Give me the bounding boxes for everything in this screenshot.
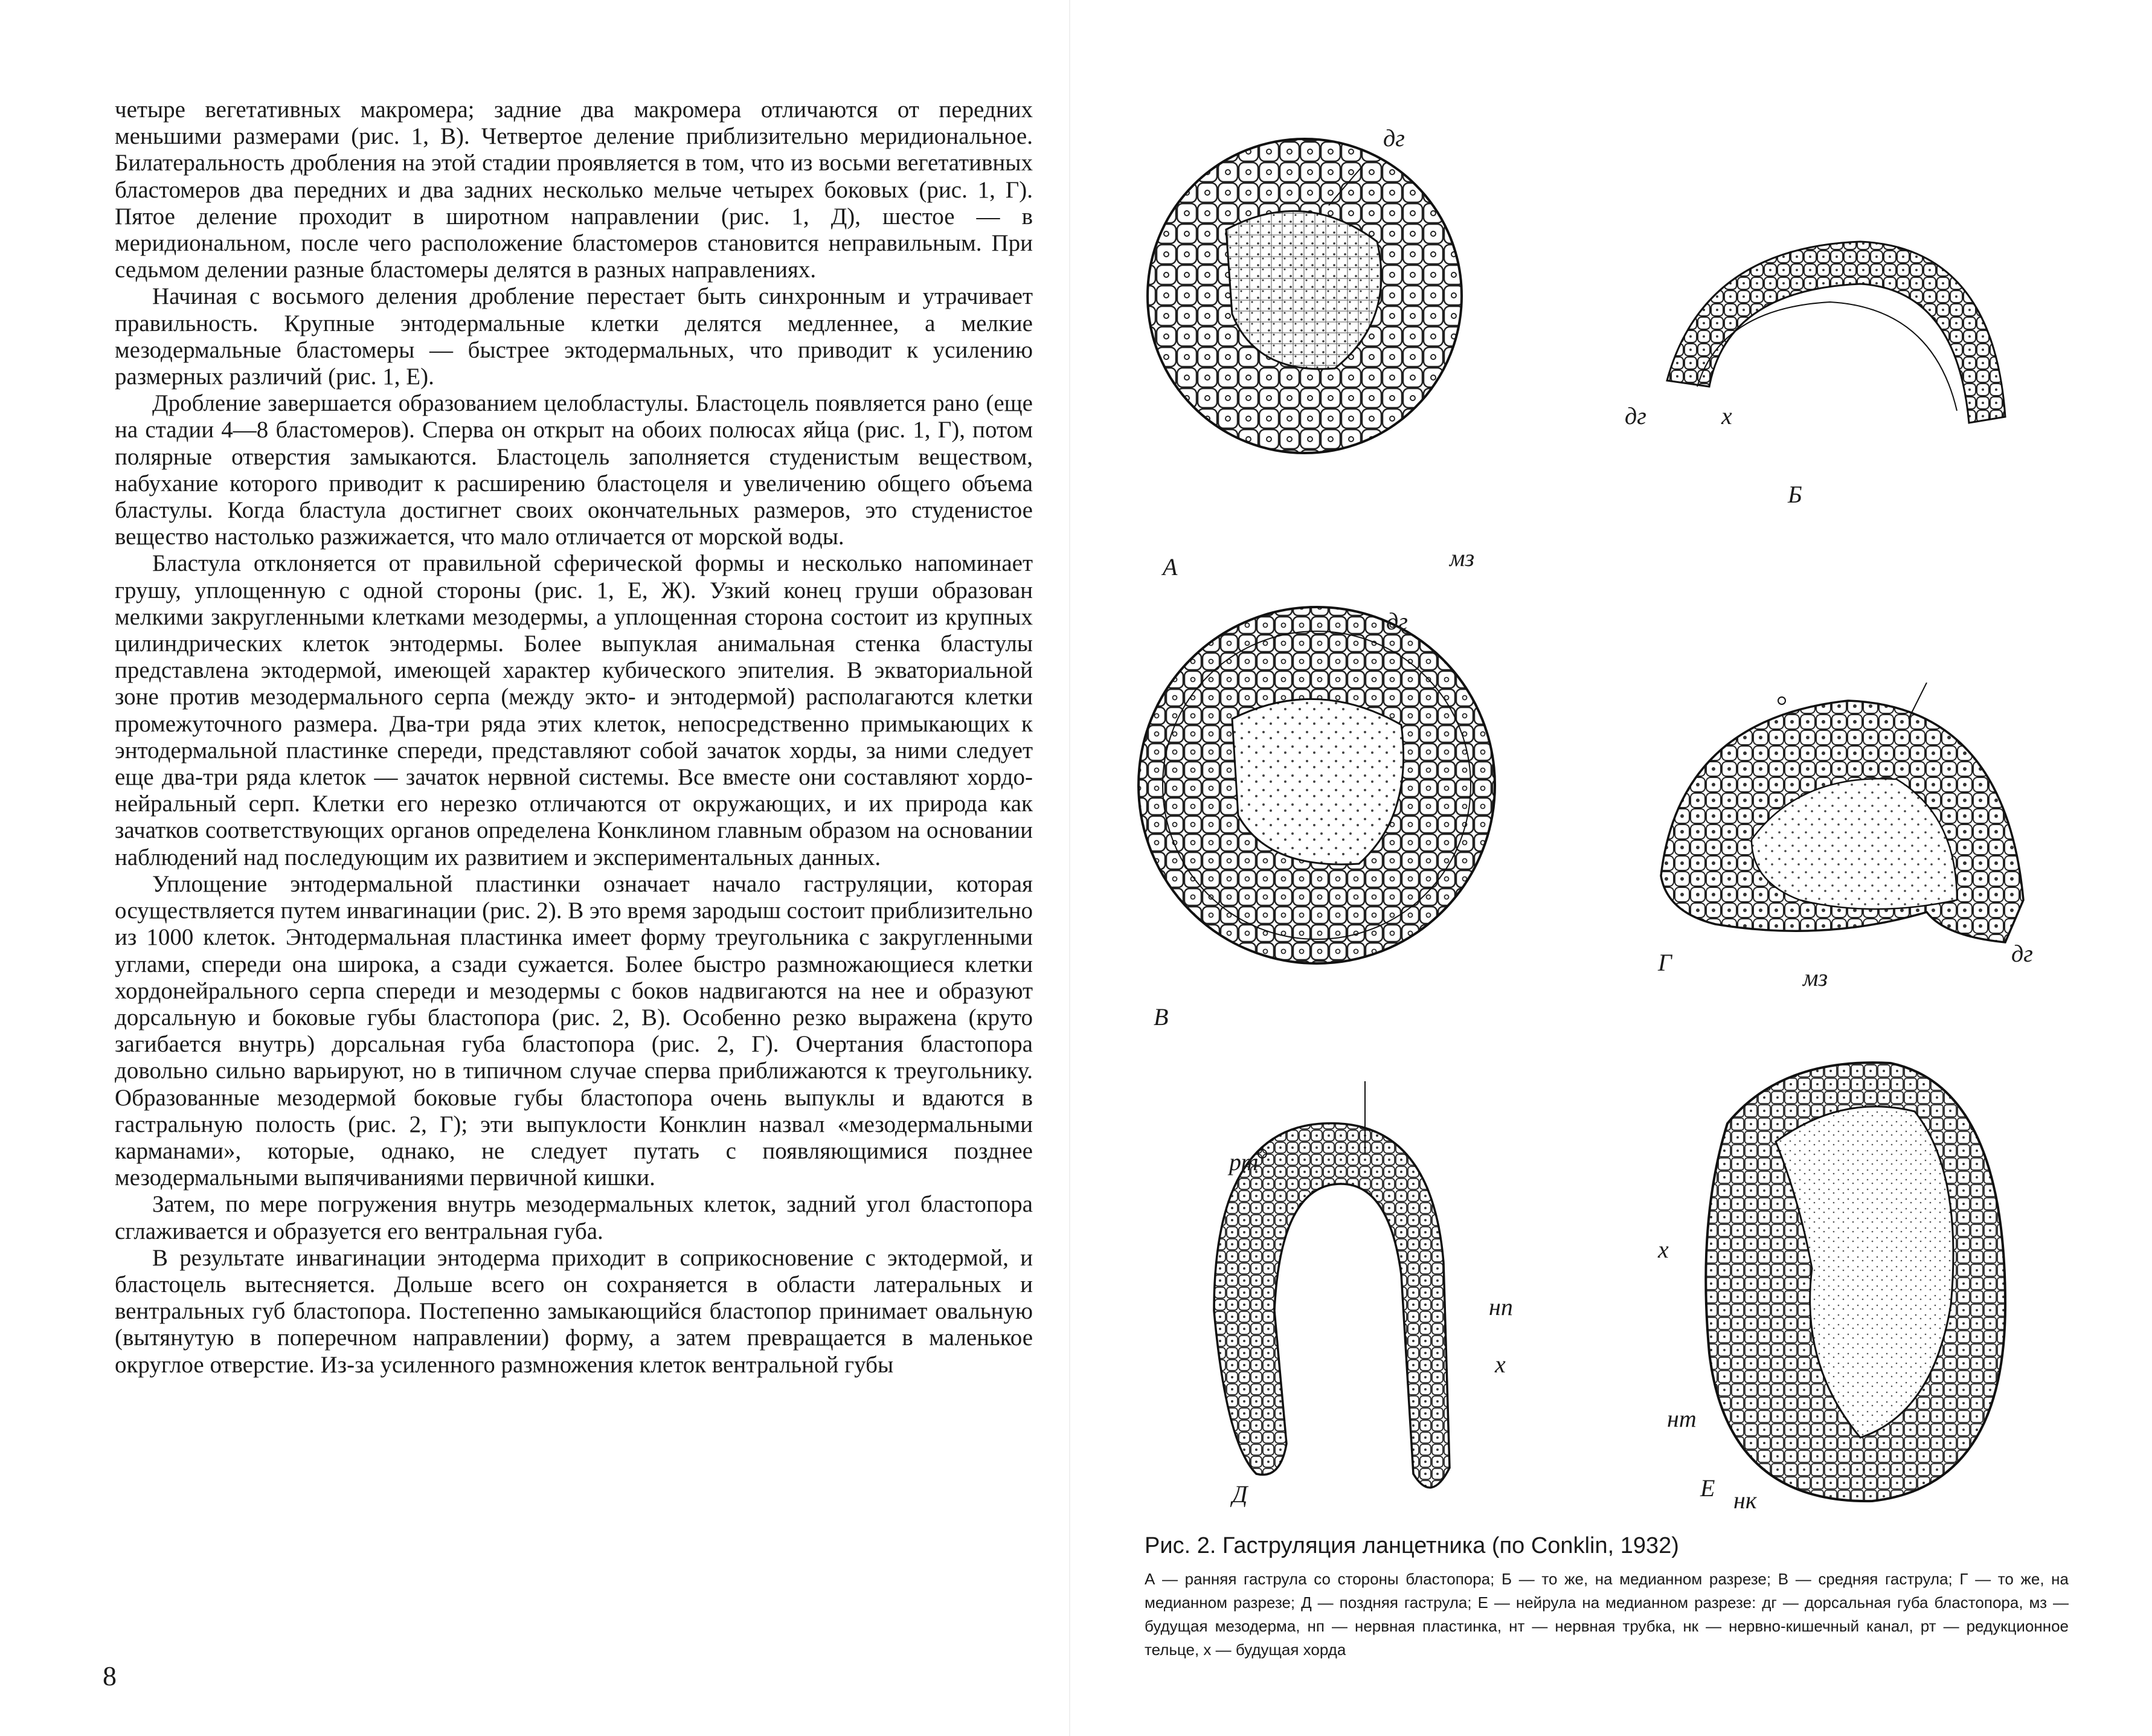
paragraph: Затем, по мере погружения внутрь мезодермальных клеток, задний угол бластопора сглаживается и образуется его вентральная губа. [115,1191,1033,1244]
gutter [1069,0,1070,1736]
fig-label: дг [1386,608,1408,635]
paragraph: Дробление завершается образованием целобластулы. Бластоцель появляется рано (еще на стадии 4—8 бластомеров). Сперва он открыт на обоих полюсах яйца (рис. 1, Г), потом полярные отверстия замыкаются. Бластоцель заполняется студенистым веществом, набухание которого приводит к расширению бластоцеля и увеличению общего объема бластулы. Когда бластула достигнет своих окончательных размеров, это студенистое вещество настолько разжижается, что мало отличается от морской воды. [115,390,1033,550]
page-number: 8 [103,1660,117,1691]
fig-label: х [1721,402,1732,429]
paragraph: В результате инвагинации энтодерма приходит в соприкосновение с эктодермой, и бластоцель вытесняется. Дольше всего он сохраняется в области латеральных и вентральных губ бластопора. Постепенно замыкающийся бластопор принимает овальную (вытянутую в поперечном направлении) форму, а затем превращается в маленькое округлое отверстие. Из-за усиленного размножения клеток вентральной губы [115,1244,1033,1378]
fig-label: рт [1229,1148,1259,1175]
fig-label: дг [1383,124,1405,152]
paragraph: Бластула отклоняется от правильной сферической формы и несколько напоминает грушу, уплощенную с одной стороны (рис. 1, Е, Ж). Узкий конец груши образован мелкими закругленными клетками мезодермы, а уплощенная сторона состоит из крупных цилиндрических клеток энтодермы. Более выпуклая анимальная стенка бластулы представлена эктодермой, имеющей характер кубического эпителия. В экваториальной зоне против мезодермального серпа (между экто- и энтодермой) располагаются клетки промежуточного размера. Два-три ряда этих клеток, непосредственно примыкающих к энтодермальной пластинке спереди, представляют собой зачаток хорды, за ними следует еще два-три ряда клеток — зачаток нервной системы. Все вместе они составляют хордо-нейральный серп. Клетки его нерезко отличаются от окружающих, и их природа как зачатков соответствующих органов определена Конклином главным образом на основании наблюдений над последующим их развитием и экспериментальных данных. [115,550,1033,870]
paragraph: четыре вегетативных макромера; задние два макромера отличаются от передних меньшими размерами (рис. 1, В). Четвертое деление приблизительно меридиональное. Билатеральность дробления на этой стадии проявляется в том, что из восьми вегетативных бластомеров два передних и два задних несколько мельче четырех боковых (рис. 1, Г). Пятое деление проходит в широтном направлении (рис. 1, Д), шестое — в меридиональном, после чего расположение бластомеров становится неправильным. При седьмом делении разные бластомеры делятся в разных направлениях. [115,97,1033,283]
fig-label: Г [1658,949,1672,976]
caption-title: Рис. 2. Гаструляция ланцетника (по Conklin, 1932) [1145,1533,1679,1558]
fig-label: мз [1803,964,1828,991]
fig-label: В [1154,1003,1169,1030]
fig-label: мз [1450,544,1475,571]
fig-label: дг [1625,402,1646,429]
fig-label: х [1658,1236,1669,1263]
fig-label: Б [1788,481,1802,508]
fig-label: х [1495,1351,1506,1378]
figure-v-middle-gastrula [1129,598,1504,972]
figure-d-late-gastrula [1202,1081,1480,1516]
figure-e-neurula [1691,1051,2017,1510]
left-page-text [115,97,1033,1378]
fig-label: нк [1733,1487,1757,1514]
fig-label: дг [2011,940,2033,967]
paragraph: Уплощение энтодермальной пластинки означает начало гаструляции, которая осуществляется путем инвагинации (рис. 2). В это время зародыш состоит приблизительно из 1000 клеток. Энтодермальная пластинка имеет форму треугольника с закругленными углами, спереди она широка, а сзади сужается. Более быстро размножающиеся клетки хордонейрального серпа спереди и мезодермы с боков надвигаются на нее и образуют дорсальную и боковые губы бластопора (рис. 2, В). Особенно резко выражена (круто загибается внутрь) дорсальная губа бластопора (рис. 2, Г). Очертания бластопора довольно сильно варьируют, но в типичном случае сперва приближаются к треугольнику. Образованные мезодермой боковые губы бластопора очень выпуклы и вдаются в гастральную полость (рис. 2, Г); эти выпуклости Конклин назвал «мезодермальными карманами», которые, однако, не следует путать с появляющимися позднее мезодермальными выпячиваниями первичной кишки. [115,870,1033,1191]
fig-label: Е [1700,1474,1715,1502]
fig-label: нт [1667,1405,1697,1432]
fig-label: нп [1489,1293,1513,1320]
caption-text: А — ранняя гаструла со стороны бластопора; Б — то же, на медианном разрезе; В — средняя гаструла; Г — то же, на медианном разрезе; Д — поздняя гаструла; Е — нейрула на медианном разрезе: дг — дорсальная губа бластопора, мз — будущая мезодерма, нп — нервная пластинка, нт — нервная трубка, нк — нервно-кишечный канал, рт — редукционное тельце, х — будущая хорда [1145,1570,2069,1659]
figure-a-early-gastrula [1135,121,1474,459]
figure-b-median-section [1631,223,2017,441]
fig-label: Д [1232,1480,1248,1508]
figure-caption [1145,1533,2069,1662]
fig-label: А [1163,553,1178,580]
figure-g-median-section [1643,683,2041,948]
paragraph: Начиная с восьмого деления дробление перестает быть синхронным и утрачивает правильность. Крупные энтодермальные клетки делятся медленнее, а мелкие мезодермальные бластомеры — быстрее эктодермальных, что приводит к усилению размерных различий (рис. 1, Е). [115,283,1033,390]
